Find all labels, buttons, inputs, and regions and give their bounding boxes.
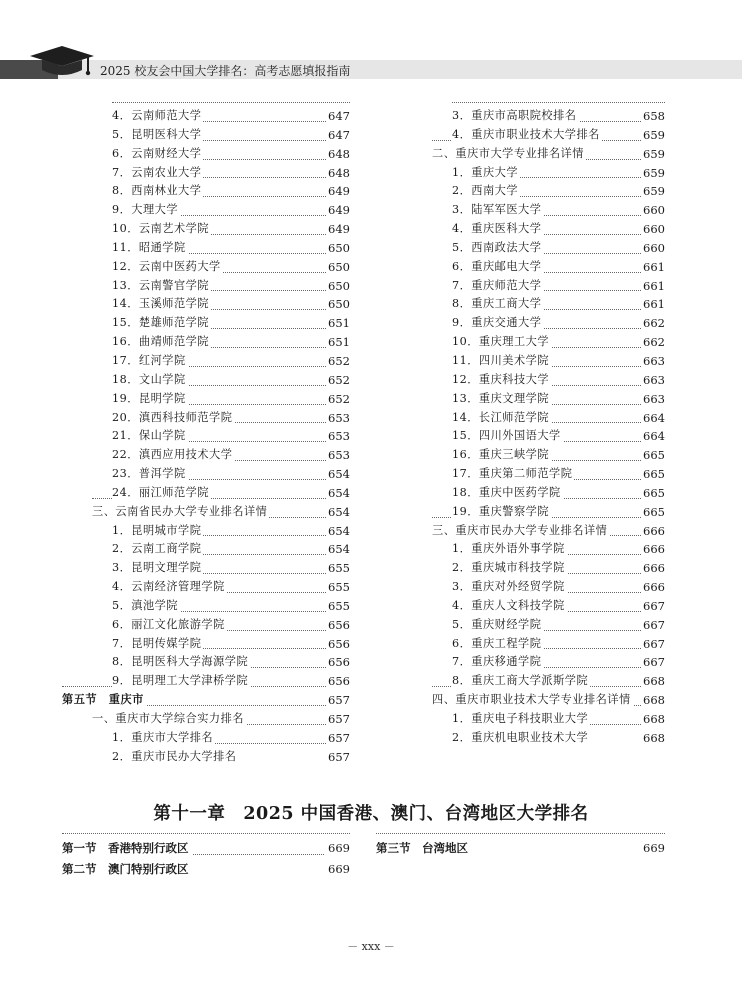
- toc-entry[interactable]: [62, 314, 350, 333]
- toc-entry[interactable]: [402, 465, 665, 484]
- toc-section-entry[interactable]: [62, 859, 350, 880]
- graduation-cap-icon: [26, 42, 96, 78]
- toc-entry-label: 7．重庆师范大学: [452, 277, 543, 296]
- toc-entry-label: 11．昭通学院: [112, 239, 188, 258]
- toc-entry-page: 662: [641, 333, 665, 352]
- toc-entry[interactable]: [62, 616, 350, 635]
- toc-entry[interactable]: [62, 409, 350, 428]
- toc-section-entry[interactable]: [62, 838, 350, 859]
- dot-leader: [452, 102, 665, 103]
- toc-entry-label: 11．四川美术学院: [452, 352, 551, 371]
- toc-entry-label: 9．昆明理工大学津桥学院: [112, 672, 250, 691]
- toc-entry-page: 659: [641, 126, 665, 145]
- toc-entry-label: 4．重庆市职业技术大学排名: [452, 126, 602, 145]
- toc-entry-page: 663: [641, 371, 665, 390]
- toc-entry-label: 2．重庆市民办大学排名: [112, 748, 239, 767]
- toc-subsection-entry[interactable]: [402, 522, 665, 541]
- toc-entry[interactable]: [402, 427, 665, 446]
- toc-entry-page: 663: [641, 390, 665, 409]
- toc-entry-page: 655: [326, 559, 350, 578]
- toc-entry[interactable]: [62, 748, 350, 767]
- toc-entry-page: 665: [641, 484, 665, 503]
- toc-entry-page: 650: [326, 258, 350, 277]
- toc-entry-label: 5．西南政法大学: [452, 239, 543, 258]
- toc-entry-page: 662: [641, 314, 665, 333]
- toc-entry-page: 660: [641, 201, 665, 220]
- toc-entry[interactable]: [402, 239, 665, 258]
- toc-entry-page: 654: [326, 522, 350, 541]
- chapter-section-list-left: [62, 838, 350, 880]
- toc-subsection-entry[interactable]: [62, 503, 350, 522]
- toc-entry-page: 651: [326, 314, 350, 333]
- toc-entry-page: 666: [641, 578, 665, 597]
- toc-entry-label: 9．大理大学: [112, 201, 180, 220]
- toc-entry-label: 6．重庆工程学院: [452, 635, 543, 654]
- toc-entry-page: 649: [326, 182, 350, 201]
- toc-entry[interactable]: [402, 446, 665, 465]
- toc-entry-label: 18．重庆中医药学院: [452, 484, 563, 503]
- toc-entry-label: 10．重庆理工大学: [452, 333, 551, 352]
- toc-entry-page: 658: [641, 107, 665, 126]
- toc-entry[interactable]: [402, 710, 665, 729]
- toc-entry-label: 24．丽江师范学院: [112, 484, 211, 503]
- toc-entry[interactable]: [402, 295, 665, 314]
- toc-entry[interactable]: [402, 597, 665, 616]
- toc-entry-page: 659: [641, 145, 665, 164]
- toc-entry[interactable]: [402, 314, 665, 333]
- toc-subsection-entry[interactable]: [402, 691, 665, 710]
- toc-entry[interactable]: [62, 540, 350, 559]
- toc-entry[interactable]: [402, 126, 665, 145]
- toc-entry-page: 650: [326, 295, 350, 314]
- toc-entry-label: 16．重庆三峡学院: [452, 446, 551, 465]
- toc-entry-label: 2．云南工商学院: [112, 540, 203, 559]
- toc-entry[interactable]: [402, 277, 665, 296]
- toc-entry-page: 669: [325, 859, 350, 880]
- toc-entry[interactable]: [62, 390, 350, 409]
- toc-entry-label: 10．云南艺术学院: [112, 220, 211, 239]
- page-number: － xxx －: [347, 940, 395, 953]
- toc-entry[interactable]: [402, 201, 665, 220]
- toc-entry-page: 654: [326, 484, 350, 503]
- toc-entry[interactable]: [62, 201, 350, 220]
- toc-entry-page: 648: [326, 164, 350, 183]
- toc-entry[interactable]: [402, 616, 665, 635]
- toc-entry[interactable]: [62, 371, 350, 390]
- toc-entry-label: 15．四川外国语大学: [452, 427, 563, 446]
- toc-entry-page: 657: [326, 710, 350, 729]
- toc-entry-page: 647: [326, 126, 350, 145]
- toc-entry[interactable]: [402, 182, 665, 201]
- toc-entry-page: 652: [326, 352, 350, 371]
- toc-entry[interactable]: [62, 352, 350, 371]
- toc-entry[interactable]: [402, 164, 665, 183]
- toc-entry[interactable]: [62, 522, 350, 541]
- toc-entry[interactable]: [62, 446, 350, 465]
- toc-entry-label: 2．西南大学: [452, 182, 520, 201]
- toc-entry[interactable]: [402, 409, 665, 428]
- toc-entry-label: 6．丽江文化旅游学院: [112, 616, 227, 635]
- toc-entry[interactable]: [62, 729, 350, 748]
- chapter-title: 第十一章 2025 中国香港、澳门、台湾地区大学排名: [153, 804, 589, 824]
- toc-entry-label: 1．重庆市大学排名: [112, 729, 215, 748]
- toc-entry[interactable]: [62, 578, 350, 597]
- toc-left-column: [62, 107, 350, 767]
- toc-entry[interactable]: [62, 145, 350, 164]
- toc-entry-page: 666: [641, 522, 665, 541]
- chapter-section-list-right: [376, 838, 665, 859]
- toc-entry-label: 21．保山学院: [112, 427, 188, 446]
- toc-entry-label: 8．重庆工商大学: [452, 295, 543, 314]
- toc-entry[interactable]: [62, 333, 350, 352]
- toc-entry-page: 654: [326, 540, 350, 559]
- toc-entry[interactable]: [62, 277, 350, 296]
- toc-entry-page: 659: [641, 164, 665, 183]
- toc-entry-label: 9．重庆交通大学: [452, 314, 543, 333]
- toc-entry-label: 2．重庆城市科技学院: [452, 559, 567, 578]
- toc-entry-label: 第二节 澳门特别行政区: [62, 859, 192, 880]
- toc-entry-label: 3．陆军军医大学: [452, 201, 543, 220]
- toc-entry-page: 664: [641, 427, 665, 446]
- toc-entry-label: 13．云南警官学院: [112, 277, 211, 296]
- dot-leader: [112, 102, 350, 103]
- toc-entry-label: 15．楚雄师范学院: [112, 314, 211, 333]
- toc-entry-label: 3．昆明文理学院: [112, 559, 203, 578]
- toc-entry[interactable]: [62, 239, 350, 258]
- toc-entry-label: 1．昆明城市学院: [112, 522, 203, 541]
- toc-entry[interactable]: [402, 390, 665, 409]
- toc-subsection-entry[interactable]: [402, 145, 665, 164]
- toc-entry-label: 1．重庆大学: [452, 164, 520, 183]
- toc-entry-label: 20．滇西科技师范学院: [112, 409, 234, 428]
- toc-entry-label: 7．昆明传媒学院: [112, 635, 203, 654]
- toc-entry-page: 656: [326, 635, 350, 654]
- toc-entry-label: 2．重庆机电职业技术大学: [452, 729, 590, 748]
- toc-entry-label: 13．重庆文理学院: [452, 390, 551, 409]
- toc-entry[interactable]: [62, 597, 350, 616]
- toc-entry-label: 第一节 香港特别行政区: [62, 838, 192, 859]
- toc-entry-label: 4．云南经济管理学院: [112, 578, 227, 597]
- toc-entry-page: 661: [641, 295, 665, 314]
- toc-entry[interactable]: [402, 220, 665, 239]
- toc-entry-page: 650: [326, 239, 350, 258]
- dot-leader: [62, 833, 350, 834]
- toc-entry-page: 661: [641, 258, 665, 277]
- toc-entry-page: 656: [326, 616, 350, 635]
- toc-entry-page: 657: [326, 729, 350, 748]
- toc-entry-label: 8．昆明医科大学海源学院: [112, 653, 250, 672]
- toc-entry-label: 一、重庆市大学综合实力排名: [92, 710, 246, 729]
- toc-entry[interactable]: [62, 635, 350, 654]
- toc-entry-label: 4．重庆医科大学: [452, 220, 543, 239]
- toc-entry-label: 第三节 台湾地区: [376, 838, 471, 859]
- toc-entry[interactable]: [62, 653, 350, 672]
- toc-entry-label: 3．重庆市高职院校排名: [452, 107, 579, 126]
- toc-entry-page: 668: [641, 672, 665, 691]
- toc-entry[interactable]: [62, 427, 350, 446]
- toc-entry[interactable]: [62, 672, 350, 691]
- toc-entry-page: 666: [641, 540, 665, 559]
- toc-entry-page: 655: [326, 578, 350, 597]
- toc-entry-page: 649: [326, 220, 350, 239]
- toc-entry-page: 653: [326, 427, 350, 446]
- toc-entry-label: 19．重庆警察学院: [452, 503, 551, 522]
- toc-entry[interactable]: [402, 371, 665, 390]
- toc-entry-page: 648: [326, 145, 350, 164]
- toc-entry-label: 23．普洱学院: [112, 465, 188, 484]
- toc-entry-label: 6．云南财经大学: [112, 145, 203, 164]
- toc-entry[interactable]: [62, 107, 350, 126]
- toc-entry-label: 三、重庆市民办大学专业排名详情: [432, 522, 609, 541]
- toc-entry-page: 660: [641, 239, 665, 258]
- toc-entry-page: 667: [641, 635, 665, 654]
- toc-entry[interactable]: [402, 672, 665, 691]
- toc-entry-label: 四、重庆市职业技术大学专业排名详情: [432, 691, 633, 710]
- toc-entry-label: 8．重庆工商大学派斯学院: [452, 672, 590, 691]
- toc-entry-label: 12．重庆科技大学: [452, 371, 551, 390]
- toc-entry-label: 6．重庆邮电大学: [452, 258, 543, 277]
- toc-entry-page: 661: [641, 277, 665, 296]
- toc-entry-label: 8．西南林业大学: [112, 182, 203, 201]
- toc-entry[interactable]: [402, 729, 665, 748]
- toc-entry[interactable]: [402, 503, 665, 522]
- toc-entry-page: 660: [641, 220, 665, 239]
- toc-entry-page: 655: [326, 597, 350, 616]
- toc-entry-page: 667: [641, 597, 665, 616]
- toc-entry-page: 653: [326, 446, 350, 465]
- toc-entry-label: 17．红河学院: [112, 352, 188, 371]
- toc-entry[interactable]: [402, 559, 665, 578]
- toc-entry[interactable]: [62, 465, 350, 484]
- toc-entry[interactable]: [402, 484, 665, 503]
- toc-entry[interactable]: [62, 484, 350, 503]
- toc-entry-page: 667: [641, 616, 665, 635]
- toc-entry[interactable]: [62, 559, 350, 578]
- toc-entry-label: 1．重庆电子科技职业大学: [452, 710, 590, 729]
- toc-entry-page: 666: [641, 559, 665, 578]
- toc-entry-page: 652: [326, 390, 350, 409]
- toc-entry[interactable]: [402, 653, 665, 672]
- toc-entry-page: 657: [326, 748, 350, 767]
- toc-entry-label: 22．滇西应用技术大学: [112, 446, 234, 465]
- toc-subsection-entry[interactable]: [62, 710, 350, 729]
- toc-entry-page: 654: [326, 465, 350, 484]
- toc-entry[interactable]: [402, 540, 665, 559]
- toc-section-entry[interactable]: [62, 691, 350, 710]
- toc-entry-label: 16．曲靖师范学院: [112, 333, 211, 352]
- toc-entry-page: 653: [326, 409, 350, 428]
- toc-entry-page: 656: [326, 672, 350, 691]
- toc-entry-label: 第五节 重庆市: [62, 691, 146, 710]
- toc-entry-page: 665: [641, 503, 665, 522]
- toc-entry-page: 669: [325, 838, 350, 859]
- dot-leader: [376, 833, 665, 834]
- toc-entry-label: 14．玉溪师范学院: [112, 295, 211, 314]
- toc-entry-page: 663: [641, 352, 665, 371]
- toc-entry-label: 19．昆明学院: [112, 390, 188, 409]
- toc-entry-label: 1．重庆外语外事学院: [452, 540, 567, 559]
- toc-entry-label: 三、云南省民办大学专业排名详情: [92, 503, 269, 522]
- toc-entry-label: 5．滇池学院: [112, 597, 180, 616]
- toc-entry-page: 665: [641, 465, 665, 484]
- toc-right-column: [402, 107, 665, 748]
- toc-entry[interactable]: [402, 352, 665, 371]
- toc-entry-page: 665: [641, 446, 665, 465]
- toc-entry[interactable]: [62, 164, 350, 183]
- toc-entry-page: 669: [640, 838, 665, 859]
- toc-entry-label: 7．重庆移通学院: [452, 653, 543, 672]
- toc-entry-label: 18．文山学院: [112, 371, 188, 390]
- toc-entry-label: 14．长江师范学院: [452, 409, 551, 428]
- toc-entry-page: 668: [641, 710, 665, 729]
- toc-entry[interactable]: [62, 258, 350, 277]
- toc-entry-label: 7．云南农业大学: [112, 164, 203, 183]
- toc-entry-page: 668: [641, 691, 665, 710]
- toc-entry-label: 17．重庆第二师范学院: [452, 465, 574, 484]
- toc-entry-page: 668: [641, 729, 665, 748]
- toc-entry[interactable]: [402, 578, 665, 597]
- toc-entry-page: 654: [326, 503, 350, 522]
- toc-entry-label: 二、重庆市大学专业排名详情: [432, 145, 586, 164]
- toc-entry-page: 667: [641, 653, 665, 672]
- toc-entry-label: 3．重庆对外经贸学院: [452, 578, 567, 597]
- toc-entry-label: 4．云南师范大学: [112, 107, 203, 126]
- toc-entry-page: 656: [326, 653, 350, 672]
- header-title: 2025 校友会中国大学排名：高考志愿填报指南: [100, 64, 351, 78]
- toc-entry-page: 659: [641, 182, 665, 201]
- toc-entry-label: 5．重庆财经学院: [452, 616, 543, 635]
- toc-entry[interactable]: [62, 295, 350, 314]
- toc-entry-page: 651: [326, 333, 350, 352]
- toc-section-entry[interactable]: [376, 838, 665, 859]
- toc-entry[interactable]: [402, 635, 665, 654]
- toc-entry-page: 650: [326, 277, 350, 296]
- toc-entry-label: 12．云南中医药大学: [112, 258, 223, 277]
- toc-entry-page: 652: [326, 371, 350, 390]
- toc-entry[interactable]: [402, 333, 665, 352]
- toc-entry-page: 647: [326, 107, 350, 126]
- toc-entry[interactable]: [402, 258, 665, 277]
- toc-entry-page: 664: [641, 409, 665, 428]
- toc-entry-label: 5．昆明医科大学: [112, 126, 203, 145]
- toc-entry[interactable]: [62, 220, 350, 239]
- toc-entry-page: 657: [326, 691, 350, 710]
- toc-entry-label: 4．重庆人文科技学院: [452, 597, 567, 616]
- toc-entry[interactable]: [62, 182, 350, 201]
- toc-entry[interactable]: [62, 126, 350, 145]
- toc-entry[interactable]: [402, 107, 665, 126]
- toc-entry-page: 649: [326, 201, 350, 220]
